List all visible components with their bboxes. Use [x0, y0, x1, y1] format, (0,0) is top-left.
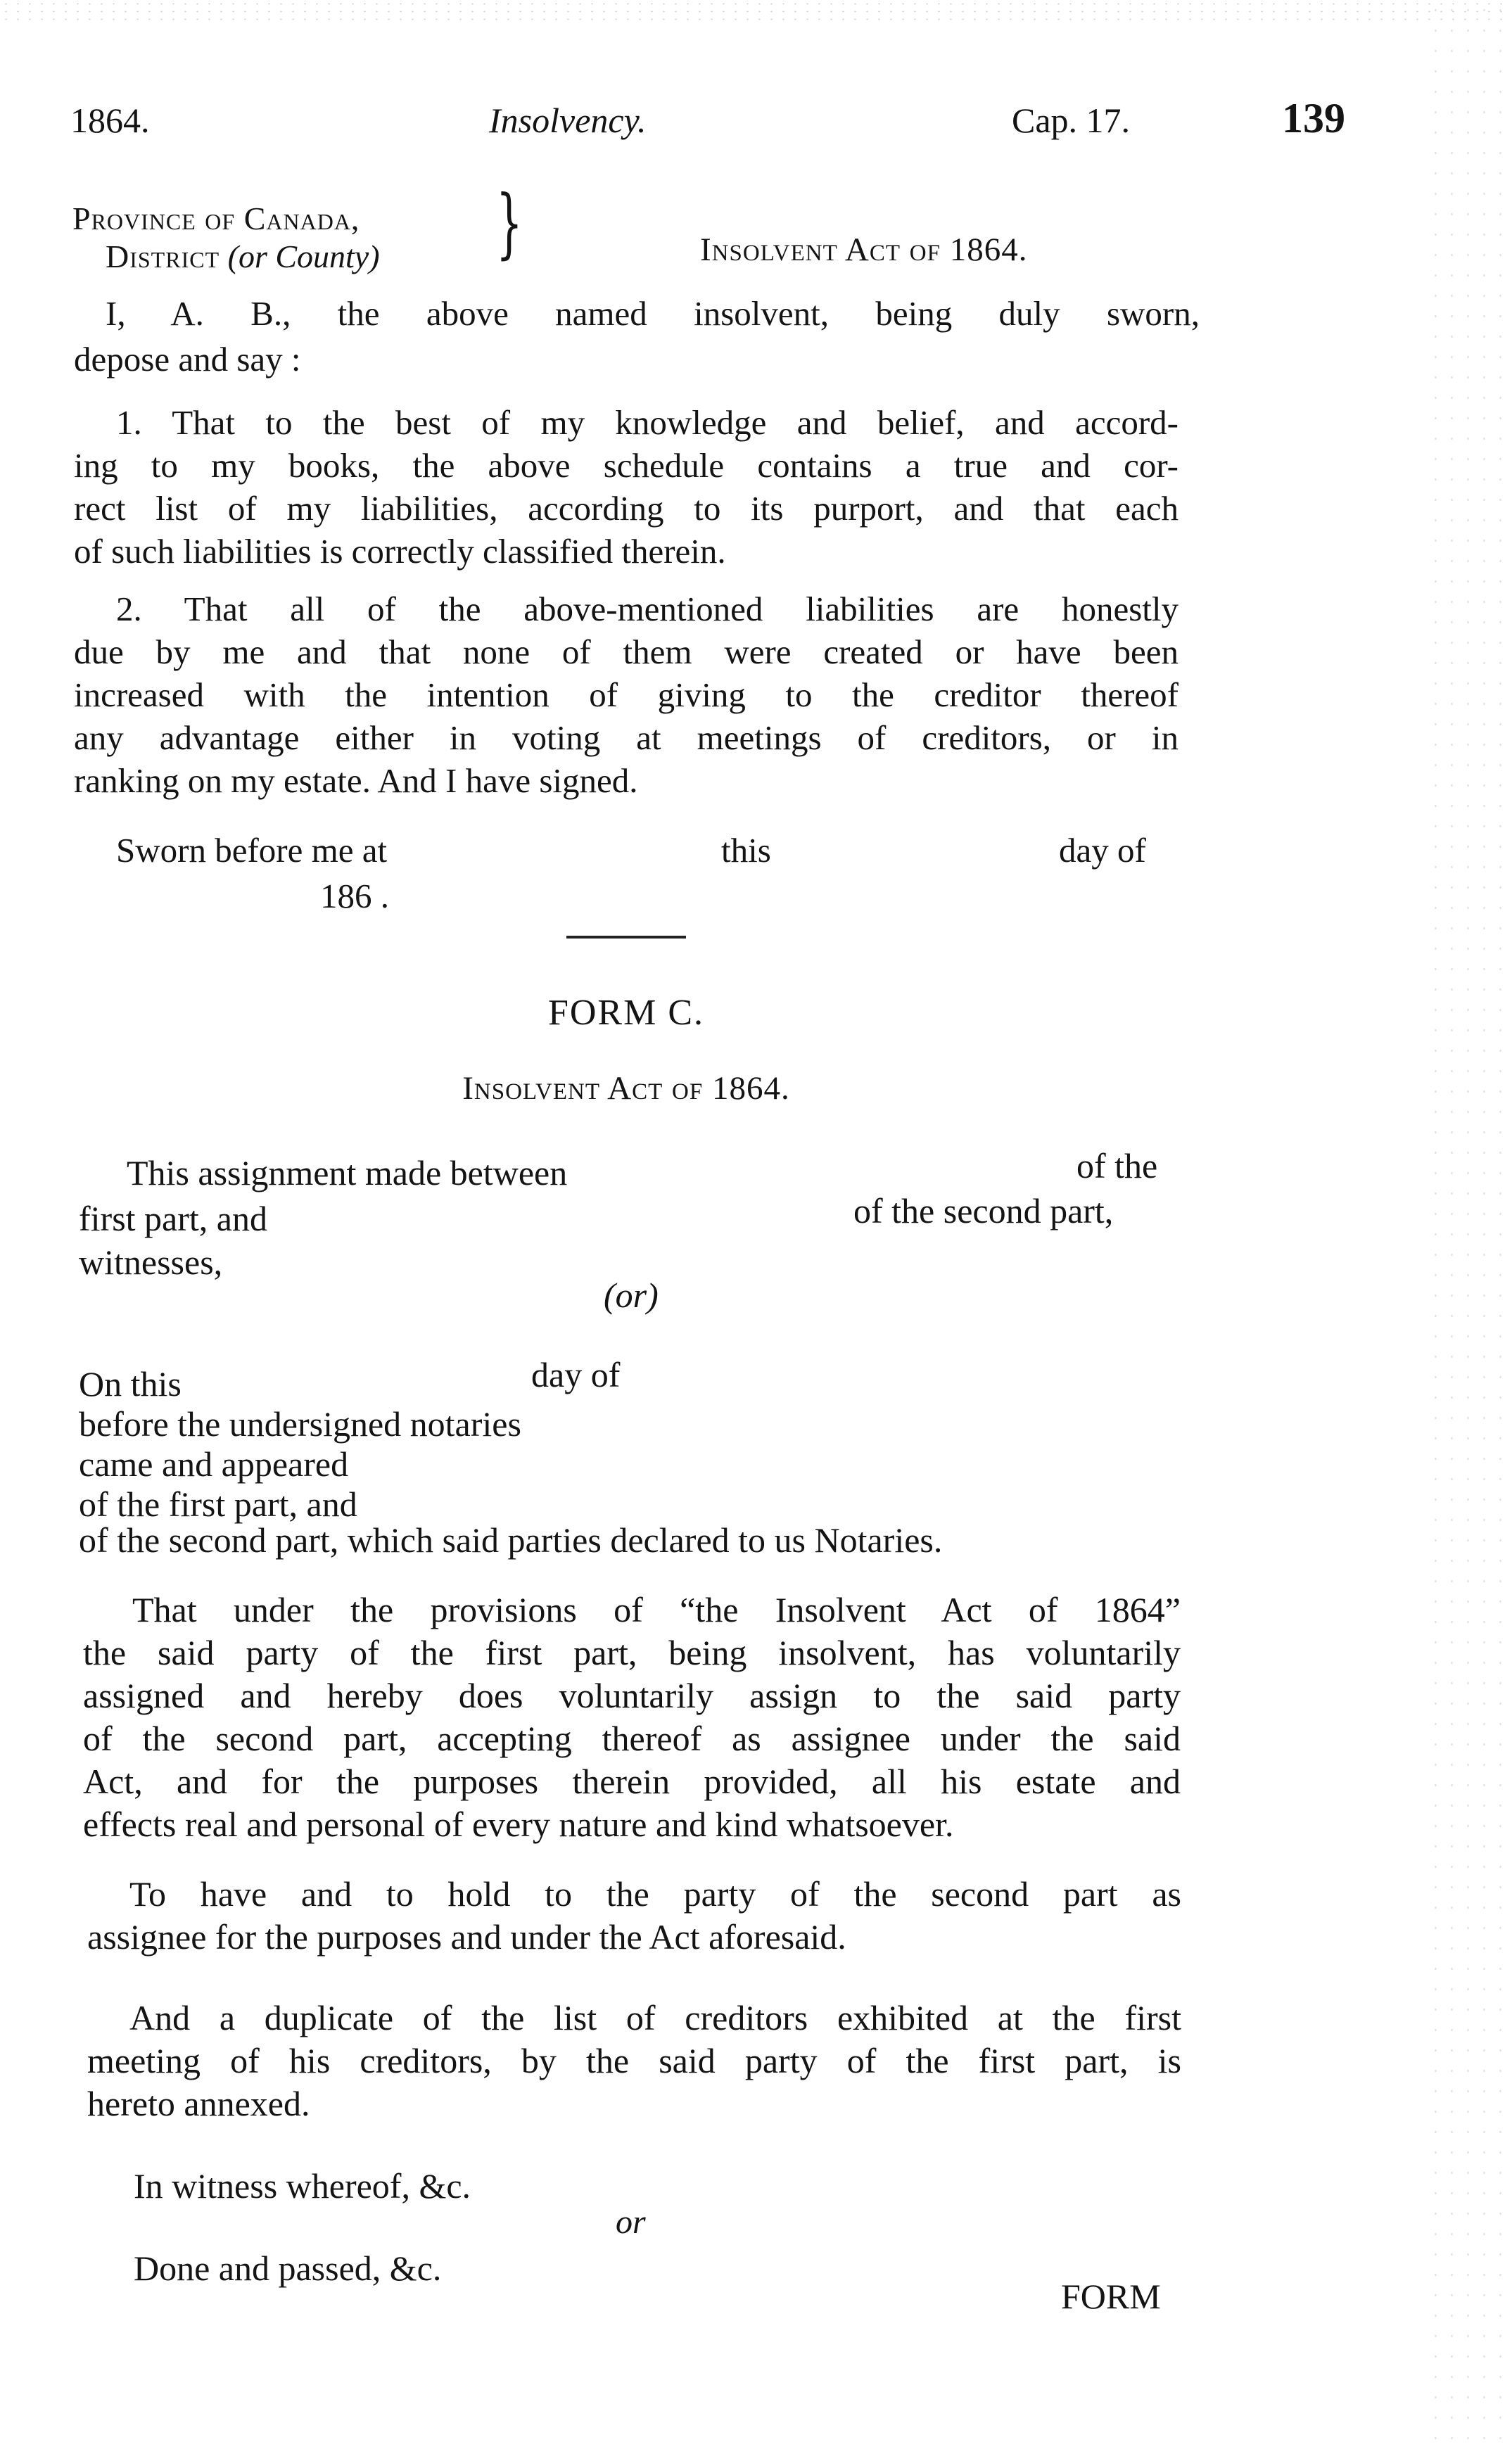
affidavit-paragraph-2: [74, 587, 1179, 802]
text-line: of the second part, accepting thereof as assignee under the said: [83, 1719, 1181, 1758]
scan-noise-right: [1428, 0, 1512, 2449]
affidavit-paragraph-1: [74, 401, 1179, 573]
sworn-day-of-label: day of: [1059, 831, 1146, 870]
text-line: ranking on my estate. And I have signed.: [74, 761, 638, 800]
hold-paragraph: [87, 1873, 1181, 1959]
header-chapter: Cap. 17.: [1012, 101, 1131, 140]
text-line: any advantage either in voting at meetings of creditors, or in: [74, 718, 1179, 757]
text-line: increased with the intention of giving to the creditor thereof: [74, 675, 1179, 714]
text-line: of such liabilities is correctly classified therein.: [74, 532, 726, 571]
affidavit-act-title: Insolvent Act of 1864.: [700, 231, 1028, 268]
province-line: Province of Canada,: [72, 201, 360, 236]
text-line: To have and to hold to the party of the second part as: [129, 1874, 1181, 1914]
page-number: 139: [1282, 95, 1345, 141]
text-line: hereto annexed.: [87, 2084, 310, 2123]
district-line: [106, 236, 380, 277]
or-separator-2: or: [616, 2203, 646, 2241]
form-c-act-title: Insolvent Act of 1864.: [462, 1070, 790, 1107]
or-separator-1: (or): [604, 1276, 659, 1315]
day-of-label: day of: [531, 1355, 621, 1394]
header-year: 1864.: [70, 101, 150, 140]
text-line: That under the provisions of “the Insolvent Act of 1864”: [132, 1590, 1181, 1629]
section-divider: [566, 936, 686, 939]
sworn-this-label: this: [721, 831, 771, 870]
text-line: depose and say :: [74, 340, 301, 379]
text-line: due by me and that none of them were created or have been: [74, 632, 1179, 671]
done-passed-line: Done and passed, &c.: [134, 2248, 442, 2288]
notaries-line: before the undersigned notaries: [79, 1404, 521, 1444]
affidavit-intro: [106, 292, 1200, 335]
catchword: FORM: [1061, 2277, 1161, 2316]
text-line: the said party of the first part, being insolvent, has voluntarily: [83, 1633, 1181, 1672]
first-part-left: first part, and: [79, 1199, 267, 1238]
duplicate-paragraph: [87, 1997, 1181, 2125]
text-line: And a duplicate of the list of creditors exhibited at the first: [129, 1998, 1181, 2037]
text-line: assigned and hereby does voluntarily assign to the said party: [83, 1676, 1181, 1715]
text-line: I, A. B., the above named insolvent, being duly sworn,: [106, 294, 1200, 333]
sworn-before-label: Sworn before me at: [116, 831, 388, 870]
in-witness-line: In witness whereof, &c.: [134, 2166, 471, 2206]
on-this-label: On this: [79, 1364, 182, 1404]
district-qualifier: (or County): [227, 238, 380, 274]
sworn-year-label: 186 .: [320, 877, 389, 915]
assignment-right: of the: [1076, 1146, 1158, 1185]
text-line: ing to my books, the above schedule contains a true and cor-: [74, 446, 1179, 485]
text-line: 1. That to the best of my knowledge and belief, and accord-: [116, 403, 1179, 442]
scan-noise-top: [0, 0, 1512, 21]
text-line: effects real and personal of every nature and kind whatsoever.: [83, 1805, 954, 1844]
first-part-line: of the first part, and: [79, 1484, 357, 1524]
text-line: Act, and for the purposes therein provided, all his estate and: [83, 1762, 1181, 1801]
text-line: 2. That all of the above-mentioned liabilities are honestly: [116, 590, 1179, 628]
second-part-line: of the second part, which said parties declared to us Notaries.: [79, 1520, 943, 1560]
text-line: rect list of my liabilities, according to its purport, and that each: [74, 489, 1179, 528]
provisions-paragraph: [83, 1589, 1181, 1846]
text-line: assignee for the purposes and under the Act aforesaid.: [87, 1917, 846, 1957]
district-label: District: [106, 238, 220, 274]
form-c-heading: FORM C.: [547, 993, 705, 1033]
witnesses-label: witnesses,: [79, 1242, 223, 1282]
first-part-right: of the second part,: [853, 1191, 1114, 1230]
text-line: meeting of his creditors, by the said party of the first part, is: [87, 2041, 1181, 2080]
appeared-line: came and appeared: [79, 1444, 349, 1484]
header-title: Insolvency.: [489, 101, 647, 140]
curly-brace-icon: }: [496, 179, 523, 267]
assignment-left: This assignment made between: [127, 1153, 568, 1192]
